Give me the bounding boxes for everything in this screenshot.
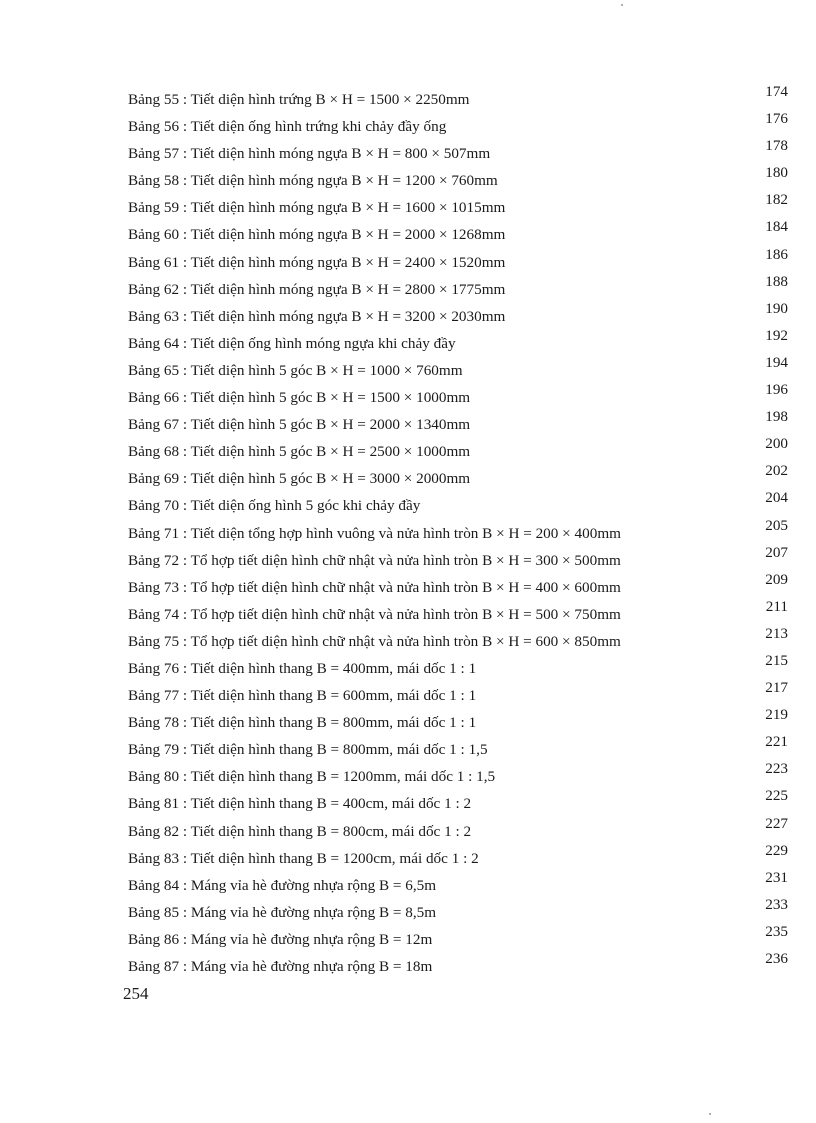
toc-entry-title: Bảng 77 : Tiết diện hình thang B = 600mm, mái dốc 1 : 1	[128, 687, 477, 705]
scan-speck	[709, 1113, 711, 1115]
toc-entry	[128, 788, 788, 815]
toc-entry	[128, 626, 788, 653]
toc-entry	[128, 816, 788, 843]
toc-entry-page: 205	[765, 516, 788, 534]
toc-entry-title: Bảng 83 : Tiết diện hình thang B = 1200cm, mái dốc 1 : 2	[128, 849, 479, 867]
toc-entry-title: Bảng 72 : Tổ hợp tiết diện hình chữ nhật và nửa hình tròn B × H = 300 × 500mm	[128, 551, 621, 569]
toc-entry-title: Bảng 62 : Tiết diện hình móng ngựa B × H = 2800 × 1775mm	[128, 280, 506, 298]
toc-entry-page: 231	[765, 868, 788, 886]
toc-entry-title: Bảng 68 : Tiết diện hình 5 góc B × H = 2500 × 1000mm	[128, 443, 471, 461]
toc-entry-title: Bảng 87 : Máng vỉa hè đường nhựa rộng B = 18m	[128, 958, 433, 975]
toc-entry	[128, 355, 788, 382]
toc-entry-page: 229	[765, 841, 788, 859]
toc-entry-title: Bảng 84 : Máng vỉa hè đường nhựa rộng B = 6,5m	[128, 876, 437, 894]
toc-entry	[128, 409, 788, 436]
toc-entry-title: Bảng 80 : Tiết diện hình thang B = 1200mm, mái dốc 1 : 1,5	[128, 768, 496, 786]
toc-entry-page: 184	[765, 218, 788, 236]
toc-entry	[128, 951, 788, 978]
toc-entry-title: Bảng 75 : Tổ hợp tiết diện hình chữ nhật và nửa hình tròn B × H = 600 × 850mm	[128, 632, 621, 650]
table-of-contents	[128, 84, 788, 978]
toc-entry	[128, 463, 788, 490]
toc-entry-page: 223	[765, 760, 788, 778]
toc-entry-page: 227	[765, 814, 788, 832]
toc-entry-title: Bảng 67 : Tiết diện hình 5 góc B × H = 2000 × 1340mm	[128, 416, 471, 434]
toc-entry-page: 194	[765, 353, 788, 371]
toc-entry-title: Bảng 74 : Tổ hợp tiết diện hình chữ nhật và nửa hình tròn B × H = 500 × 750mm	[128, 605, 621, 623]
toc-entry-title: Bảng 57 : Tiết diện hình móng ngựa B × H = 800 × 507mm	[128, 145, 491, 163]
toc-entry-title: Bảng 58 : Tiết diện hình móng ngựa B × H = 1200 × 760mm	[128, 172, 498, 190]
toc-entry-page: 209	[765, 570, 788, 588]
toc-entry-page: 235	[765, 922, 788, 940]
toc-entry-title: Bảng 85 : Máng vỉa hè đường nhựa rộng B = 8,5m	[128, 903, 437, 921]
scan-speck	[621, 4, 623, 6]
toc-entry	[128, 274, 788, 301]
toc-entry	[128, 870, 788, 897]
toc-entry	[128, 138, 788, 165]
toc-entry	[128, 599, 788, 626]
toc-entry	[128, 247, 788, 274]
toc-entry	[128, 761, 788, 788]
toc-entry-title: Bảng 73 : Tổ hợp tiết diện hình chữ nhật và nửa hình tròn B × H = 400 × 600mm	[128, 578, 621, 596]
toc-entry	[128, 897, 788, 924]
toc-entry-title: Bảng 64 : Tiết diện ống hình móng ngựa khi chảy đầy	[128, 334, 456, 352]
toc-entry-title: Bảng 86 : Máng vỉa hè đường nhựa rộng B = 12m	[128, 930, 433, 948]
toc-entry-title: Bảng 70 : Tiết diện ống hình 5 góc khi chảy đầy	[128, 497, 421, 515]
toc-entry-title: Bảng 78 : Tiết diện hình thang B = 800mm, mái dốc 1 : 1	[128, 714, 477, 732]
toc-entry-page: 217	[765, 679, 788, 697]
toc-entry	[128, 545, 788, 572]
toc-entry-title: Bảng 65 : Tiết diện hình 5 góc B × H = 1000 × 760mm	[128, 361, 463, 379]
toc-entry-title: Bảng 55 : Tiết diện hình trứng B × H = 1500 × 2250mm	[128, 91, 470, 108]
toc-entry-title: Bảng 66 : Tiết diện hình 5 góc B × H = 1500 × 1000mm	[128, 389, 471, 407]
toc-entry-title: Bảng 60 : Tiết diện hình móng ngựa B × H = 2000 × 1268mm	[128, 226, 506, 244]
toc-entry-title: Bảng 81 : Tiết diện hình thang B = 400cm, mái dốc 1 : 2	[128, 795, 472, 813]
toc-entry-page: 233	[765, 895, 788, 913]
toc-entry-page: 182	[765, 191, 788, 209]
page-number: 254	[123, 984, 149, 1003]
toc-entry-page: 186	[765, 245, 788, 263]
toc-entry	[128, 680, 788, 707]
toc-entry	[128, 84, 788, 111]
toc-entry	[128, 653, 788, 680]
toc-entry-page: 236	[765, 950, 788, 967]
toc-entry-title: Bảng 76 : Tiết diện hình thang B = 400mm, mái dốc 1 : 1	[128, 659, 477, 677]
toc-entry-page: 225	[765, 787, 788, 805]
toc-entry	[128, 924, 788, 951]
toc-entry	[128, 518, 788, 545]
toc-entry-page: 174	[765, 83, 788, 100]
toc-entry-title: Bảng 82 : Tiết diện hình thang B = 800cm, mái dốc 1 : 2	[128, 822, 472, 840]
toc-entry	[128, 436, 788, 463]
toc-entry	[128, 192, 788, 219]
toc-entry	[128, 572, 788, 599]
toc-entry	[128, 734, 788, 761]
toc-entry	[128, 301, 788, 328]
toc-entry-page: 207	[765, 543, 788, 561]
toc-entry-title: Bảng 79 : Tiết diện hình thang B = 800mm, mái dốc 1 : 1,5	[128, 741, 488, 759]
toc-entry-title: Bảng 63 : Tiết diện hình móng ngựa B × H = 3200 × 2030mm	[128, 307, 506, 325]
toc-entry-title: Bảng 69 : Tiết diện hình 5 góc B × H = 3000 × 2000mm	[128, 470, 471, 488]
toc-entry-page: 219	[765, 706, 788, 724]
toc-entry-title: Bảng 61 : Tiết diện hình móng ngựa B × H = 2400 × 1520mm	[128, 253, 506, 271]
toc-entry	[128, 382, 788, 409]
toc-entry	[128, 490, 788, 517]
toc-entry-page: 188	[765, 272, 788, 290]
toc-entry-page: 198	[765, 408, 788, 426]
toc-entry-page: 176	[765, 110, 788, 128]
toc-entry-title: Bảng 71 : Tiết diện tổng hợp hình vuông và nửa hình tròn B × H = 200 × 400mm	[128, 524, 621, 542]
toc-entry-page: 213	[765, 624, 788, 642]
toc-entry-page: 221	[765, 733, 788, 751]
toc-entry-page: 196	[765, 381, 788, 399]
toc-entry-title: Bảng 56 : Tiết diện ống hình trứng khi chảy đầy ống	[128, 118, 447, 136]
toc-entry	[128, 328, 788, 355]
toc-entry-page: 180	[765, 164, 788, 182]
toc-entry-title: Bảng 59 : Tiết diện hình móng ngựa B × H = 1600 × 1015mm	[128, 199, 506, 217]
toc-entry-page: 215	[765, 651, 788, 669]
toc-entry-page: 211	[765, 597, 788, 615]
toc-entry	[128, 165, 788, 192]
toc-entry	[128, 843, 788, 870]
toc-entry	[128, 111, 788, 138]
toc-entry	[128, 707, 788, 734]
toc-entry	[128, 219, 788, 246]
toc-entry-page: 200	[765, 435, 788, 453]
toc-entry-page: 202	[765, 462, 788, 480]
toc-entry-page: 178	[765, 137, 788, 155]
toc-entry-page: 204	[765, 489, 788, 507]
toc-entry-page: 190	[765, 299, 788, 317]
toc-entry-page: 192	[765, 326, 788, 344]
